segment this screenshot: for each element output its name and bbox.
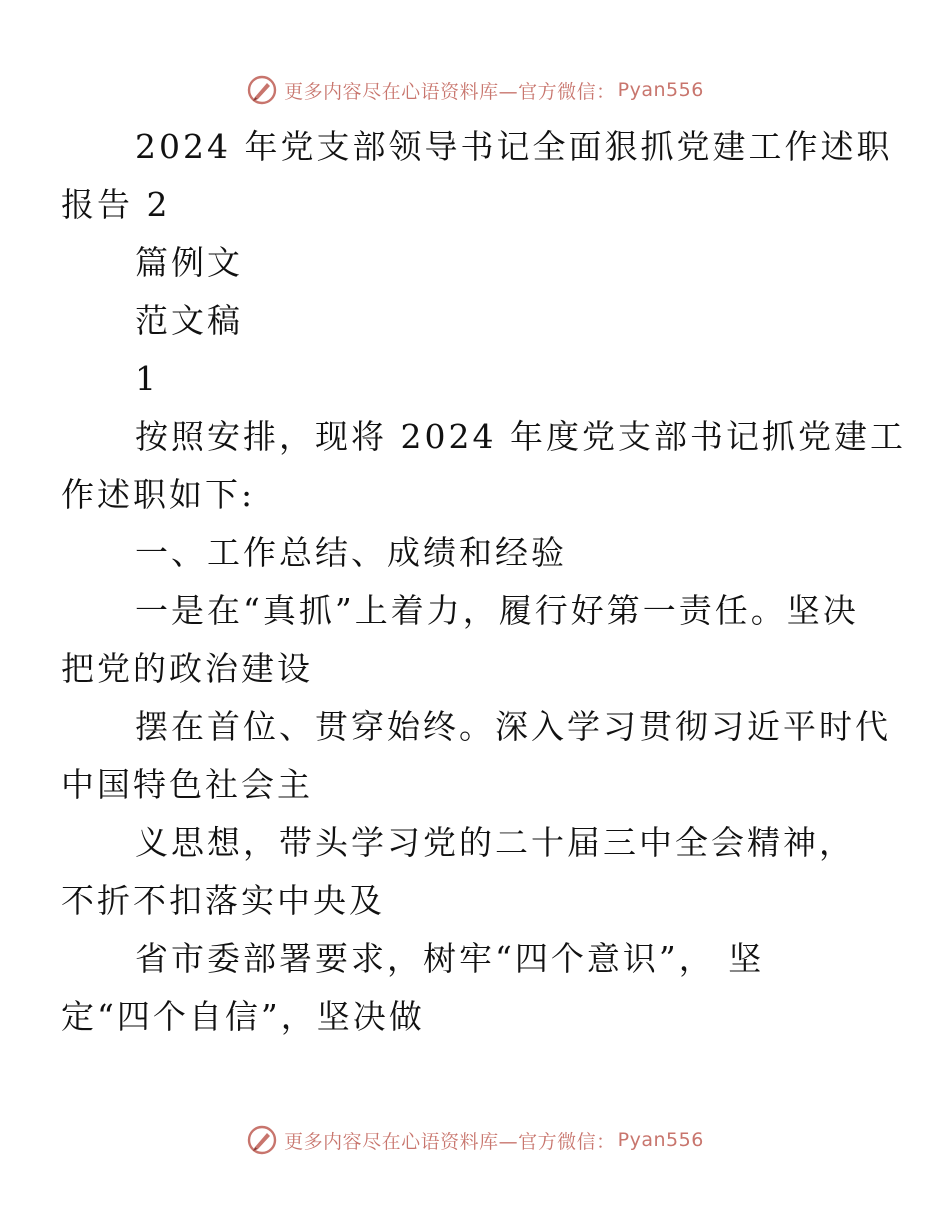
paragraph-line: 把党的政治建设 — [61, 649, 313, 688]
watermark-banner-top — [0, 70, 950, 110]
paragraph-line: 摆在首位、贯穿始终。深入学习贯彻习近平时代 — [135, 707, 891, 746]
watermark-contact: Pyan556 — [617, 1129, 704, 1151]
paragraph-line: 按照安排，现将 2024 年度党支部书记抓党建工 — [135, 417, 906, 456]
subtitle-text: 1 — [135, 359, 159, 398]
subtitle-text: 范文稿 — [135, 301, 243, 340]
paragraph-line: 作述职如下: — [61, 475, 256, 514]
paragraph-line: 省市委部署要求，树牢“四个意识”， 坚 — [135, 939, 765, 978]
paragraph-line: 不折不扣落实中央及 — [61, 881, 385, 920]
paragraph-line: 中国特色社会主 — [61, 765, 313, 804]
watermark-text: 更多内容尽在心语资料库—官方微信： — [284, 80, 616, 103]
paragraph — [61, 698, 891, 814]
paragraph — [61, 930, 858, 1046]
title-line: 2024 年党支部领导书记全面狠抓党建工作述职 — [135, 127, 893, 166]
quill-pen-icon — [246, 1124, 278, 1156]
watermark-contact: Pyan556 — [617, 79, 704, 101]
paragraph-line: 定“四个自信”，坚决做 — [61, 997, 425, 1036]
section-heading — [98, 524, 858, 582]
paragraph-line: 义思想，带头学习党的二十届三中全会精神， — [135, 823, 855, 862]
subtitle-line — [98, 234, 858, 292]
paragraph — [61, 408, 906, 524]
paragraph — [61, 582, 859, 698]
subtitle-text: 篇例文 — [135, 243, 243, 282]
document-body — [61, 118, 906, 1046]
subtitle-line — [98, 292, 858, 350]
paragraph — [61, 814, 858, 930]
heading-text: 一、工作总结、成绩和经验 — [135, 533, 567, 572]
title-line: 报告 2 — [61, 185, 171, 224]
paragraph-line: 一是在“真抓”上着力，履行好第一责任。坚决 — [135, 591, 859, 630]
document-title — [61, 118, 893, 234]
subtitle-line — [98, 350, 858, 408]
quill-pen-icon — [246, 74, 278, 106]
watermark-text: 更多内容尽在心语资料库—官方微信： — [284, 1130, 616, 1153]
watermark-banner-bottom — [0, 1120, 950, 1160]
